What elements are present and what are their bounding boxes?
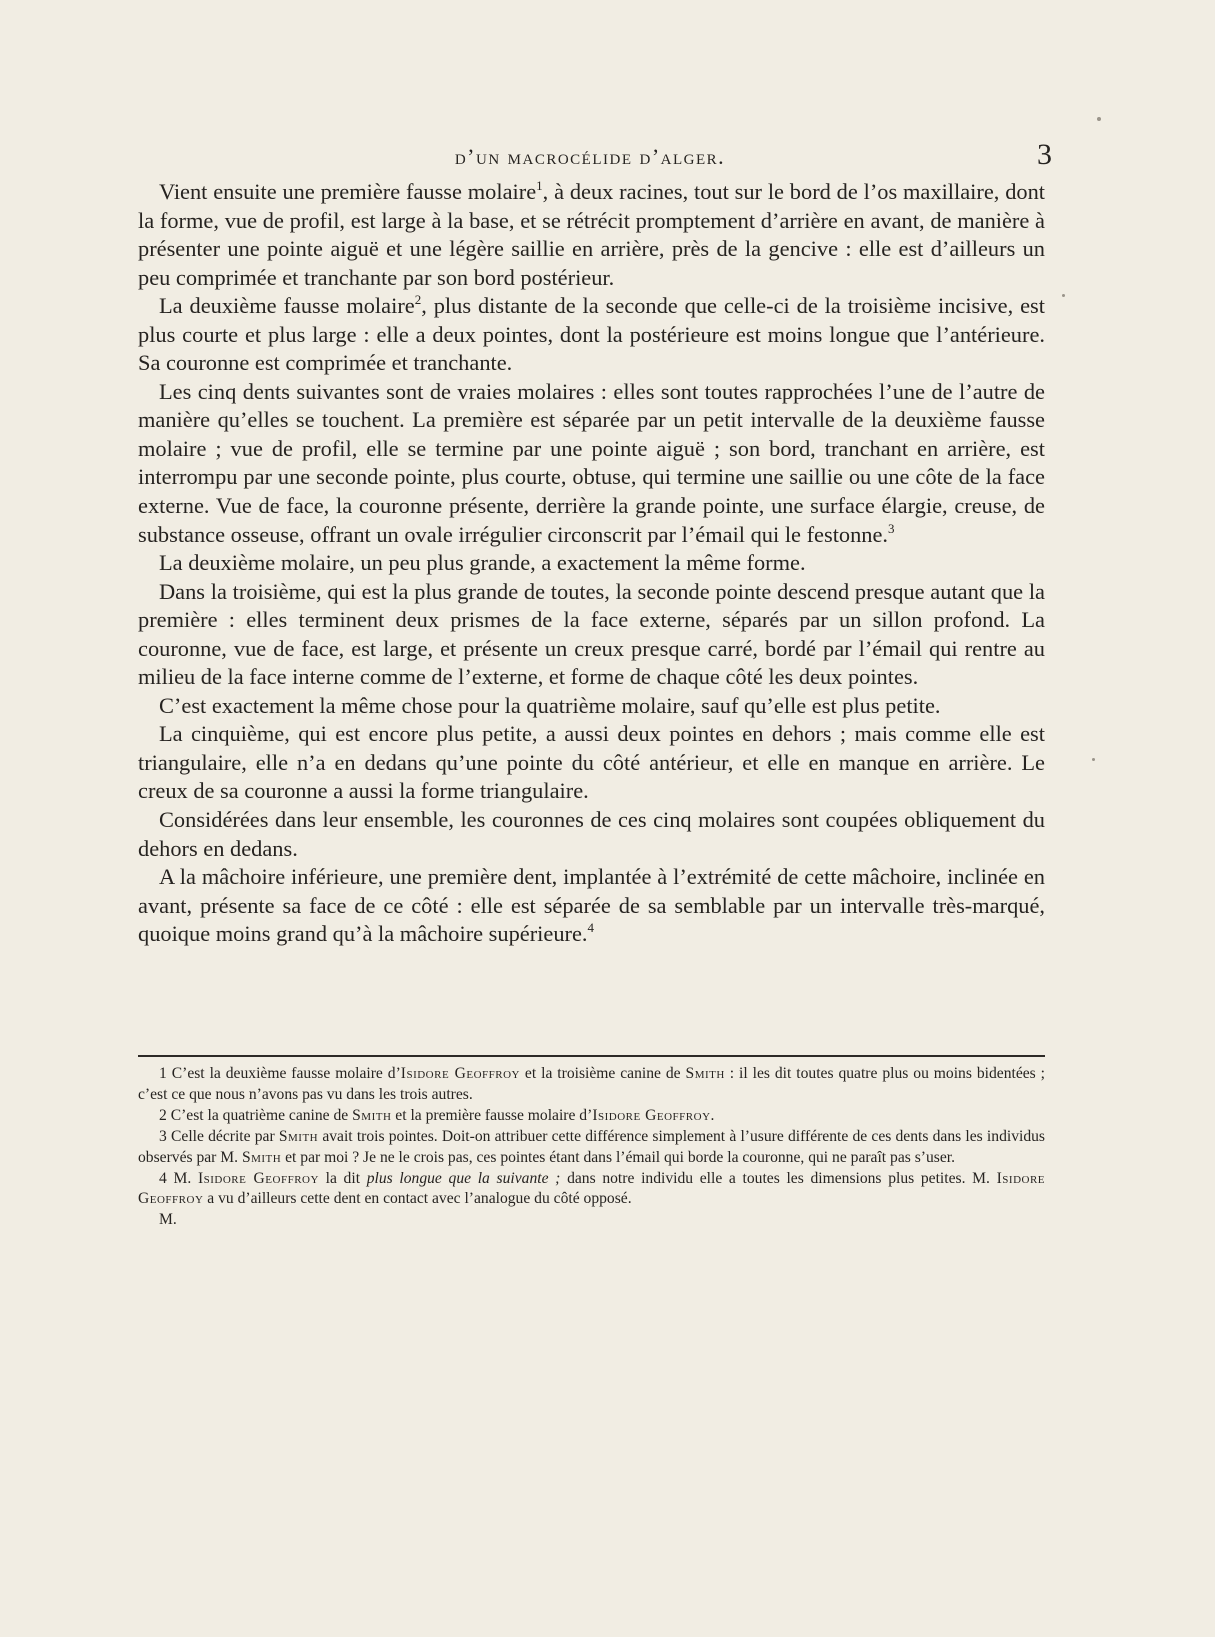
footnote-rule [138, 1055, 1045, 1057]
paper-speck [1097, 117, 1101, 121]
footnotes [138, 1064, 1045, 1231]
footnote: 2 C’est la quatrième canine de Smith et la première fausse molaire d’Isidore Geoffroy. [159, 1106, 715, 1124]
paragraph: C’est exactement la même chose pour la quatrième molaire, sauf qu’elle est plus petite. [159, 692, 941, 718]
footnote: 1 C’est la deuxième fausse molaire d’Isidore Geoffroy et la troisième canine de Smith : il les dit toutes quatre plus ou moins bidentées ; c’est ce que nous n’avons pas vu dans les trois autres. [138, 1065, 1045, 1103]
paragraph: Considérées dans leur ensemble, les couronnes de ces cinq molaires sont coupées obliquement du dehors en dedans. [138, 807, 1045, 861]
footnote-ref: 3 [888, 520, 895, 536]
paper-speck [1092, 758, 1095, 761]
footnote-signature: M. [159, 1211, 177, 1229]
paragraph: La deuxième molaire, un peu plus grande, a exactement la même forme. [159, 550, 806, 576]
paragraph: A la mâchoire inférieure, une première dent, implantée à l’extrémité de cette mâchoire, inclinée en avant, présente sa face de ce côté : elle est séparée de sa semblable par un intervalle très-marqué, quoique moins grand qu’à la mâchoire supérieure.$^4$ [138, 864, 1045, 947]
footnote: 4 M. Isidore Geoffroy la dit plus longue que la suivante ; dans notre individu elle a toutes les dimensions plus petites. M. Isidore Geoffroy a vu d’ailleurs cette dent en contact avec l’analogue du côté opposé. [138, 1169, 1046, 1208]
footnote-ref: 4 [587, 920, 595, 936]
page-header [140, 138, 1052, 178]
footnote-ref: 2 [414, 292, 422, 308]
paragraph: Dans la troisième, qui est la plus grande de toutes, la seconde pointe descend presque autant que la première : elles terminent deux prismes de la face externe, séparés par un sillon profond. La couronne, vue de face, est large, et présente un creux presque carré, bordé par l’émail qui rentre au milieu de la face interne comme de l’externe, et forme de chaque côté les deux pointes. [138, 578, 1045, 690]
paragraph: Les cinq dents suivantes sont de vraies molaires : elles sont toutes rapprochées l’une de l’autre de manière qu’elles se touchent. La première est séparée par un petit intervalle de la deuxième fausse molaire ; vue de profil, elle se termine par une pointe aiguë ; son bord, tranchant en arrière, est interrompu par une seconde pointe, plus courte, obtuse, qui termine une saillie ou une côte de la face externe. Vue de face, la couronne présente, derrière la grande pointe, une surface élargie, creuse, de substance osseuse, offrant un ovale irrégulier circonscrit par l’émail qui le festonne.$^3$ [138, 378, 1045, 547]
body-text [138, 178, 1045, 949]
footnote-ref: 1 [536, 178, 543, 193]
paragraph: La cinquième, qui est encore plus petite, a aussi deux pointes en dehors ; mais comme elle est triangulaire, elle n’a en dedans qu’une pointe du côté antérieur, et elle en manque en arrière. Le creux de sa couronne a aussi la forme triangulaire. [138, 721, 1045, 804]
running-head: d’un macrocélide d’alger. [454, 144, 726, 169]
paragraph: La deuxième fausse molaire$^2$, plus distante de la seconde que celle-ci de la troisième incisive, est plus courte et plus large : elle a deux pointes, dont la postérieure est moins longue que l’antérieure. Sa couronne est comprimée et tranchante. [138, 292, 1045, 376]
paragraph: Vient ensuite une première fausse molaire$^1$, à deux racines, tout sur le bord de l’os maxillaire, dont la forme, vue de profil, est large à la base, et se rétrécit promptement d’arrière en avant, de manière à présenter une pointe aiguë et une légère saillie en arrière, près de la gencive : elle est d’ailleurs un peu comprimée et tranchante par son bord postérieur. [138, 178, 1046, 290]
paper-speck [1062, 294, 1065, 297]
footnote: 3 Celle décrite par Smith avait trois pointes. Doit-on attribuer cette différence simplement à l’usure différente de ces dents dans les individus observés par M. Smith et par moi ? Je ne le crois pas, ces pointes étant dans l’émail qui borde la couronne, qui ne paraît pas s’user. [138, 1127, 1045, 1166]
page-number: 3 [1037, 138, 1052, 171]
